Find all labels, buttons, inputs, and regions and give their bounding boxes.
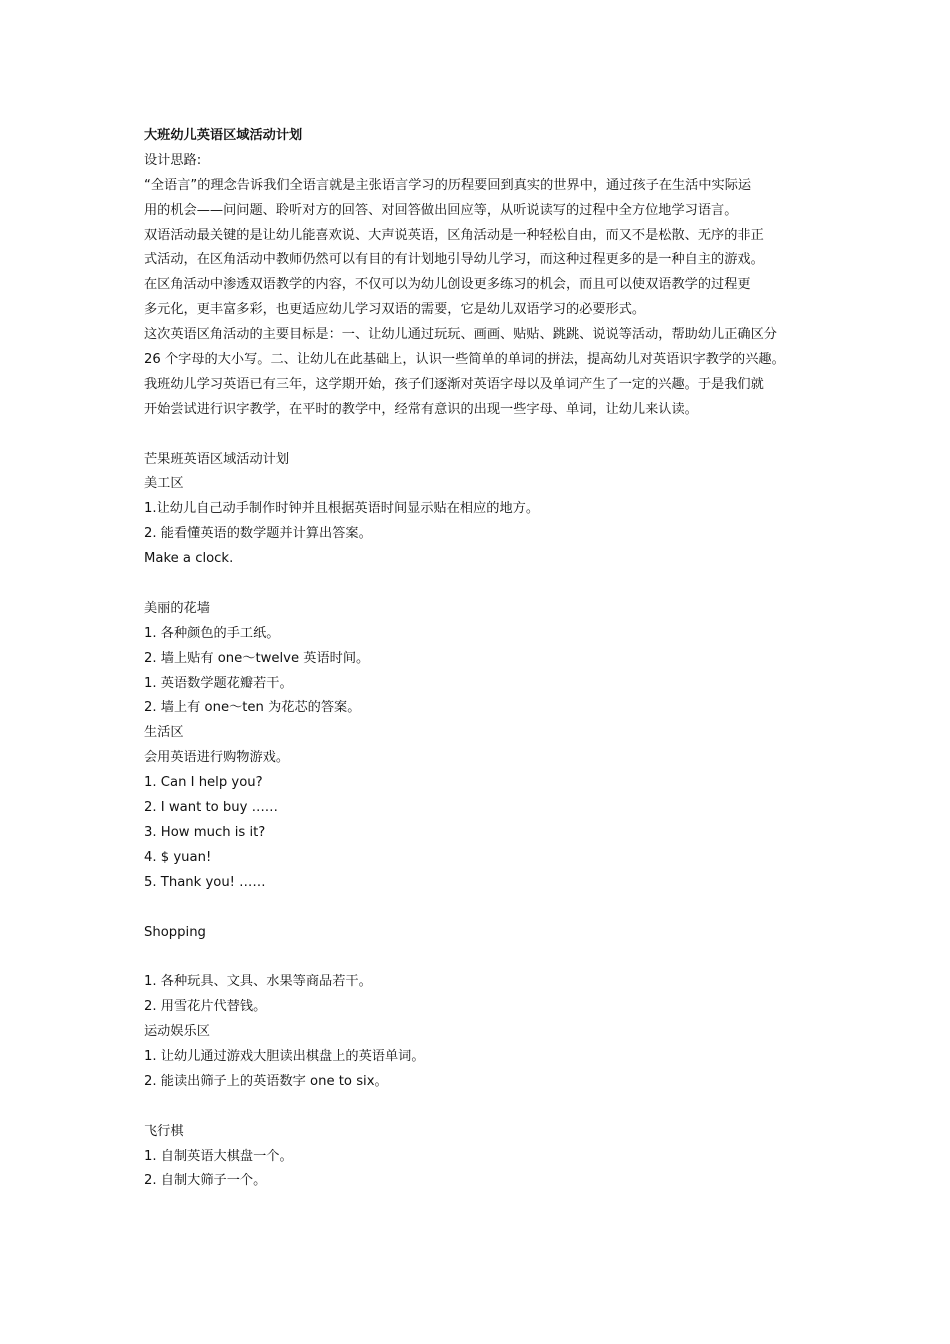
flower-wall-item: 1. 各种颜色的手工纸。 (144, 625, 280, 641)
plan-title: 芒果班英语区域活动计划 (144, 451, 290, 467)
sports-goal: 1. 让幼儿通过游戏大胆读出棋盘上的英语单词。 (144, 1048, 425, 1064)
intro-line: 双语活动最关键的是让幼儿能喜欢说、大声说英语，区角活动是一种轻松自由，而又不是松散、无序的非正 (144, 227, 764, 243)
spacer (144, 1095, 820, 1120)
art-goal: 1.让幼儿自己动手制作时钟并且根据英语时间显示贴在相应的地方。 (144, 501, 540, 517)
sports-goal: 2. 能读出筛子上的英语数字 one to six。 (144, 1073, 388, 1089)
intro-line: 用的机会——问问题、聆听对方的回答、对回答做出回应等，从听说读写的过程中全方位地学习语言。 (144, 202, 738, 218)
sports-material: 2. 自制大筛子一个。 (144, 1173, 267, 1189)
spacer (144, 896, 820, 921)
life-phrase: 2. I want to buy …… (144, 800, 278, 816)
life-phrase: 1. Can I help you? (144, 775, 263, 791)
spacer (144, 572, 820, 597)
intro-line: 在区角活动中渗透双语教学的内容，不仅可以为幼儿创设更多练习的机会，而且可以使双语教学的过程更 (144, 277, 751, 293)
document-page (144, 124, 820, 1194)
flower-wall-item: 2. 墙上贴有 one～twelve 英语时间。 (144, 650, 370, 666)
art-activity: Make a clock. (144, 551, 234, 567)
flower-wall-heading: 美丽的花墙 (144, 600, 210, 616)
art-heading: 美工区 (144, 476, 184, 492)
life-heading: 生活区 (144, 725, 184, 741)
intro-line: 多元化，更丰富多彩，也更适应幼儿学习双语的需要，它是幼儿双语学习的必要形式。 (144, 302, 646, 318)
life-phrase: 3. How much is it? (144, 824, 266, 840)
spacer (144, 423, 820, 448)
life-activity: Shopping (144, 924, 206, 940)
intro-line: 开始尝试进行识字教学，在平时的教学中，经常有意识的出现一些字母、单词，让幼儿来认读。 (144, 401, 698, 417)
life-phrase: 5. Thank you! …… (144, 874, 266, 890)
spacer (144, 945, 820, 970)
flower-wall-item: 1. 英语数学题花瓣若干。 (144, 675, 293, 691)
intro-line: “全语言”的理念告诉我们全语言就是主张语言学习的历程要回到真实的世界中，通过孩子在生活中实际运 (144, 177, 752, 193)
flower-wall-item: 2. 墙上有 one～ten 为花芯的答案。 (144, 700, 361, 716)
life-material: 1. 各种玩具、文具、水果等商品若干。 (144, 974, 372, 990)
sports-activity: 飞行棋 (144, 1123, 184, 1139)
life-phrase: 4. $ yuan! (144, 849, 212, 865)
intro-line: 式活动，在区角活动中教师仍然可以有目的有计划地引导幼儿学习，而这种过程更多的是一种自主的游戏。 (144, 252, 764, 268)
intro-line: 这次英语区角活动的主要目标是：一、让幼儿通过玩玩、画画、贴贴、跳跳、说说等活动，帮助幼儿正确区分 (144, 327, 777, 343)
sports-heading: 运动娱乐区 (144, 1024, 210, 1040)
intro-line: 我班幼儿学习英语已有三年，这学期开始，孩子们逐渐对英语字母以及单词产生了一定的兴趣。于是我们就 (144, 376, 764, 392)
intro-heading: 设计思路: (144, 152, 202, 168)
intro-line: 26 个字母的大小写。二、让幼儿在此基础上，认识一些简单的单词的拼法，提高幼儿对英语识字教学的兴趣。 (144, 352, 785, 368)
life-goal: 会用英语进行购物游戏。 (144, 750, 290, 766)
life-material: 2. 用雪花片代替钱。 (144, 999, 267, 1015)
document-title: 大班幼儿英语区域活动计划 (144, 128, 303, 143)
sports-material: 1. 自制英语大棋盘一个。 (144, 1148, 293, 1164)
art-goal: 2. 能看懂英语的数学题并计算出答案。 (144, 526, 372, 542)
